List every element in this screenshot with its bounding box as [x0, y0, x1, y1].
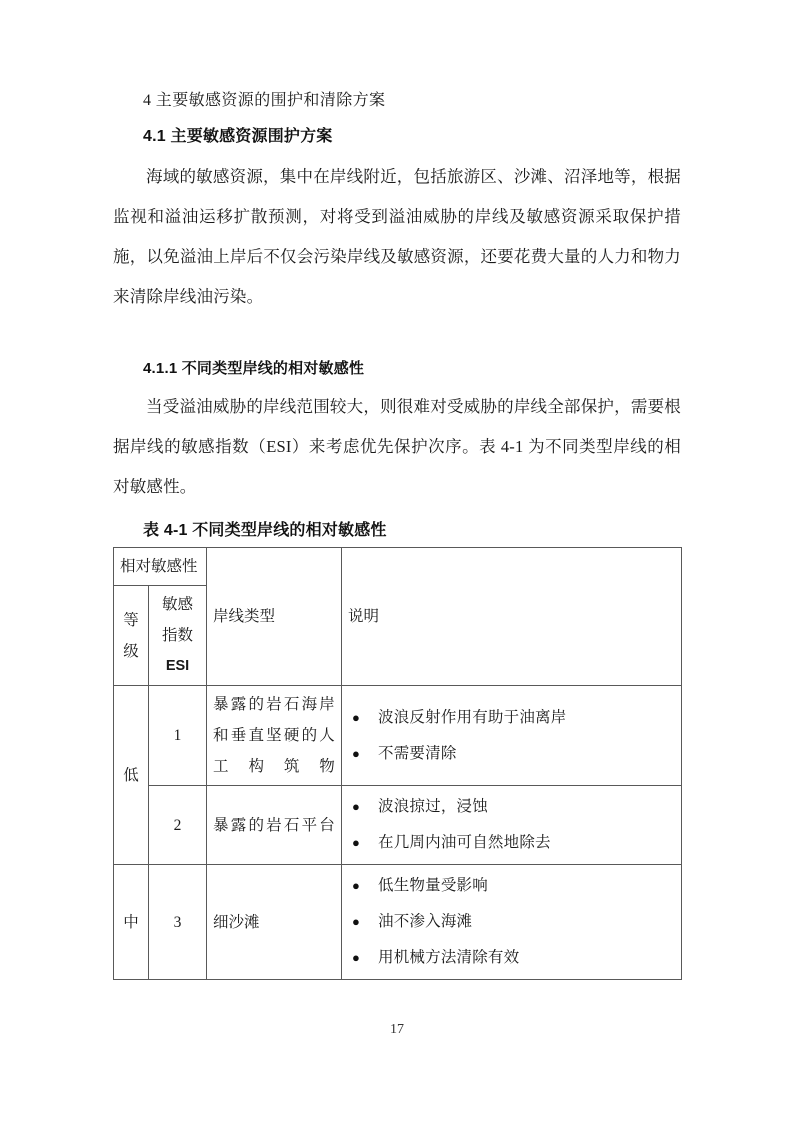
bullet-list	[348, 868, 675, 976]
shoreline-sensitivity-table	[113, 547, 682, 980]
list-item	[348, 904, 675, 940]
spacer	[113, 507, 681, 517]
list-item-label: 油不渗入海滩	[378, 913, 473, 931]
bullet-icon: ●	[352, 709, 361, 725]
list-item-label: 不需要清除	[378, 744, 457, 762]
list-item	[348, 789, 675, 825]
list-item-label: 波浪掠过，浸蚀	[378, 798, 488, 816]
chapter-heading: 4 主要敏感资源的围护和清除方案	[143, 92, 386, 109]
subsection-heading: 4.1.1 不同类型岸线的相对敏感性	[143, 360, 365, 378]
page-content	[113, 88, 681, 980]
bullet-icon: ●	[352, 950, 361, 966]
paragraph-intro: 海域的敏感资源，集中在岸线附近，包括旅游区、沙滩、沼泽地等，根据监视和溢油运移扩散预测，对将受到溢油威胁的岸线及敏感资源采取保护措施，以免溢油上岸后不仅会污染岸线及敏感资源，还要花费大量的人力和物力来清除岸线油污染。	[113, 167, 681, 307]
cell-shoreline-type: 细沙滩	[207, 865, 342, 980]
header-esi-line2: 指数	[162, 627, 194, 645]
list-item-label: 在几周内油可自然地除去	[378, 834, 551, 852]
bullet-icon: ●	[352, 835, 361, 851]
section-heading: 4.1 主要敏感资源围护方案	[143, 127, 333, 145]
bullet-icon: ●	[352, 799, 361, 815]
list-item	[348, 940, 675, 976]
list-item	[348, 736, 675, 772]
bullet-list	[348, 789, 675, 861]
cell-grade: 中	[114, 865, 149, 980]
cell-esi: 1	[149, 686, 207, 786]
table-header-row-1	[114, 548, 682, 586]
header-shoreline-type: 岸线类型	[207, 548, 342, 686]
bullet-icon: ●	[352, 745, 361, 761]
table-row	[114, 786, 682, 865]
cell-shoreline-type: 暴露的岩石海岸和垂直坚硬的人工构筑物	[207, 686, 342, 786]
cell-shoreline-type: 暴露的岩石平台	[207, 786, 342, 865]
header-description: 说明	[342, 548, 682, 686]
cell-grade: 低	[114, 686, 149, 865]
cell-description	[342, 686, 682, 786]
header-esi-line1: 敏感	[162, 596, 194, 614]
header-esi-line3: ESI	[165, 658, 190, 675]
cell-esi: 2	[149, 786, 207, 865]
paragraph-esi-intro: 当受溢油威胁的岸线范围较大，则很难对受威胁的岸线全部保护，需要根据岸线的敏感指数（ESI）来考虑优先保护次序。表 4-1 为不同类型岸线的相对敏感性。	[113, 397, 681, 497]
cell-esi: 3	[149, 865, 207, 980]
list-item-label: 低生物量受影响	[378, 877, 488, 895]
bullet-icon: ●	[352, 914, 361, 930]
bullet-icon: ●	[352, 878, 361, 894]
header-grade: 等级	[114, 586, 149, 686]
list-item-label: 波浪反射作用有助于油离岸	[378, 708, 567, 726]
list-item-label: 用机械方法清除有效	[378, 949, 520, 967]
cell-description	[342, 786, 682, 865]
list-item	[348, 825, 675, 861]
table-caption: 表 4-1 不同类型岸线的相对敏感性	[143, 522, 387, 540]
bullet-list	[348, 700, 675, 772]
header-esi	[149, 586, 207, 686]
table-row	[114, 686, 682, 786]
list-item	[348, 700, 675, 736]
spacer	[113, 317, 681, 357]
list-item	[348, 868, 675, 904]
page-number: 17	[390, 1022, 404, 1037]
header-relative-sensitivity: 相对敏感性	[114, 548, 207, 586]
table-row	[114, 865, 682, 980]
cell-description	[342, 865, 682, 980]
